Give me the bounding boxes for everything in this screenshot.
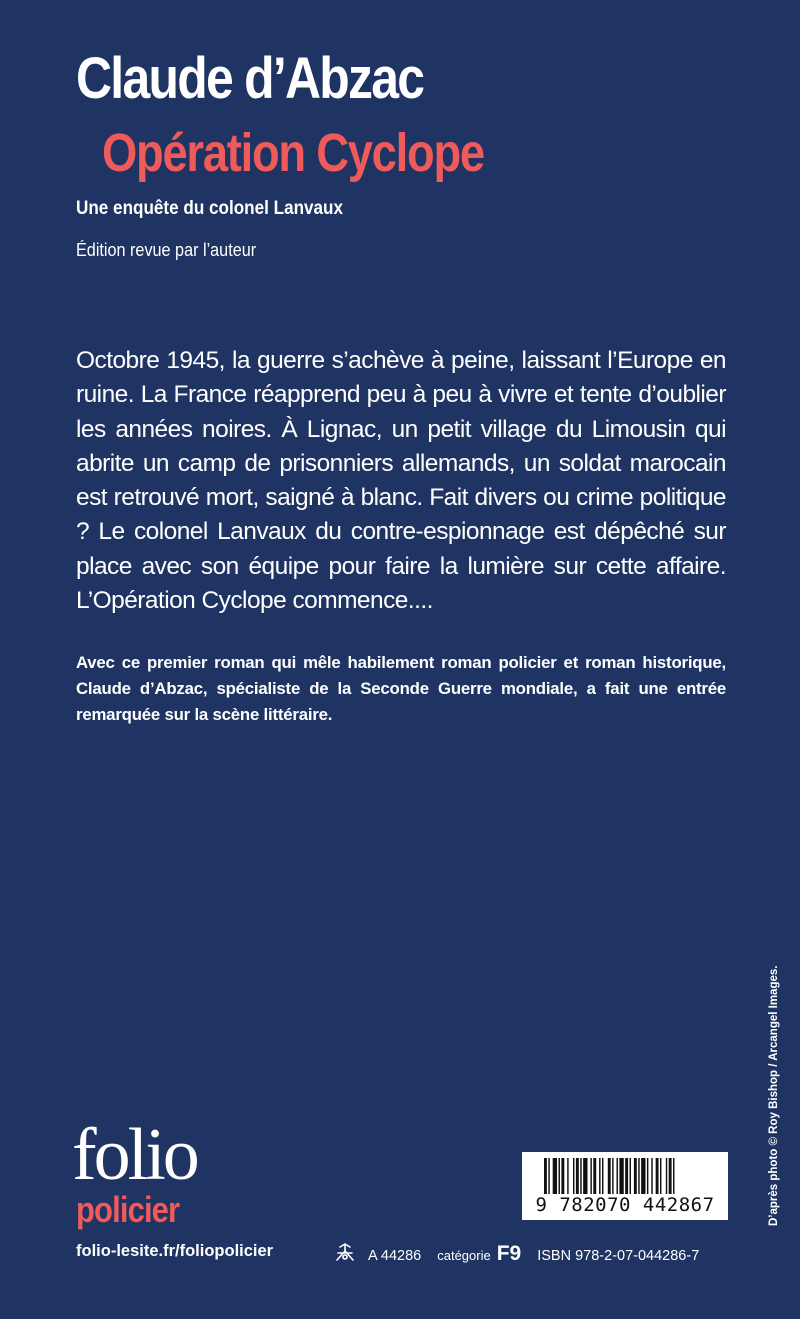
barcode-bar: [669, 1158, 672, 1194]
isbn-number: ISBN 978-2-07-044286-7: [537, 1248, 700, 1264]
barcode-bar: [593, 1158, 596, 1194]
barcode-bar: [656, 1158, 659, 1194]
catalog-codes: [368, 1242, 699, 1264]
edition-note: Édition revue par l’auteur: [76, 240, 257, 260]
gallimard-emblem-icon: [334, 1241, 356, 1263]
barcode-bar: [567, 1158, 568, 1194]
barcode-bar: [612, 1158, 613, 1194]
barcode-bar: [619, 1158, 623, 1194]
barcode-bar: [673, 1158, 674, 1194]
barcode-bar: [666, 1158, 667, 1194]
category-label: catégorie: [437, 1248, 491, 1263]
folio-logo: folio: [72, 1114, 197, 1196]
barcode-bar: [625, 1158, 628, 1194]
policier-logo: policier: [76, 1189, 180, 1230]
barcode-bar: [583, 1158, 587, 1194]
author-name: Claude d’Abzac: [76, 46, 424, 111]
barcode-bar: [599, 1158, 600, 1194]
category-code: F9: [496, 1242, 522, 1265]
barcode-bar: [576, 1158, 579, 1194]
synopsis-text: Octobre 1945, la guerre s’achève à peine, laissant l’Europe en ruine. La France réapprend peu à peu à vivre et tente d’oublier les années noires. À Lignac, un petit village du Limousin qui abrite un camp de prisonniers allemands, un soldat marocain est retrouvé mort, saigné à blanc. Fait divers ou crime politique ? Le colonel Lanvaux du contre-espionnage est dépêché sur place avec son équipe pour faire la lumière sur cette affaire. L’Opération Cyclope commence....: [76, 347, 726, 615]
isbn-barcode: [522, 1152, 728, 1220]
barcode-bar: [548, 1158, 549, 1194]
barcode-bar: [590, 1158, 591, 1194]
book-title: Opération Cyclope: [102, 123, 484, 183]
barcode-bar: [553, 1158, 557, 1194]
barcode-bar: [559, 1158, 560, 1194]
book-subtitle: Une enquête du colonel Lanvaux: [76, 198, 344, 219]
barcode-bar: [608, 1158, 611, 1194]
barcode-bar: [647, 1158, 648, 1194]
barcode-bar: [630, 1158, 631, 1194]
barcode-digits: 9 782070 442867: [535, 1194, 715, 1216]
barcode-bar: [660, 1158, 661, 1194]
barcode-bar: [638, 1158, 639, 1194]
barcode-bars: [522, 1152, 728, 1196]
barcode-bar: [580, 1158, 581, 1194]
barcode-bar: [651, 1158, 652, 1194]
website-url: folio-lesite.fr/foliopolicier: [76, 1242, 274, 1260]
barcode-bar: [544, 1158, 547, 1194]
barcode-bar: [573, 1158, 574, 1194]
barcode-bar: [561, 1158, 564, 1194]
photo-credit: D’après photo © Roy Bishop / Arcangel Images.: [768, 965, 780, 1226]
barcode-bar: [602, 1158, 603, 1194]
catalog-number: A 44286: [368, 1248, 422, 1264]
barcode-bar: [634, 1158, 637, 1194]
blurb-text: Avec ce premier roman qui mêle habilement roman policier et roman historique, Claude d’Abzac, spécialiste de la Seconde Guerre mondiale, a fait une entrée remarquée sur la scène littéraire.: [76, 653, 726, 724]
barcode-bar: [641, 1158, 645, 1194]
barcode-bar: [617, 1158, 618, 1194]
